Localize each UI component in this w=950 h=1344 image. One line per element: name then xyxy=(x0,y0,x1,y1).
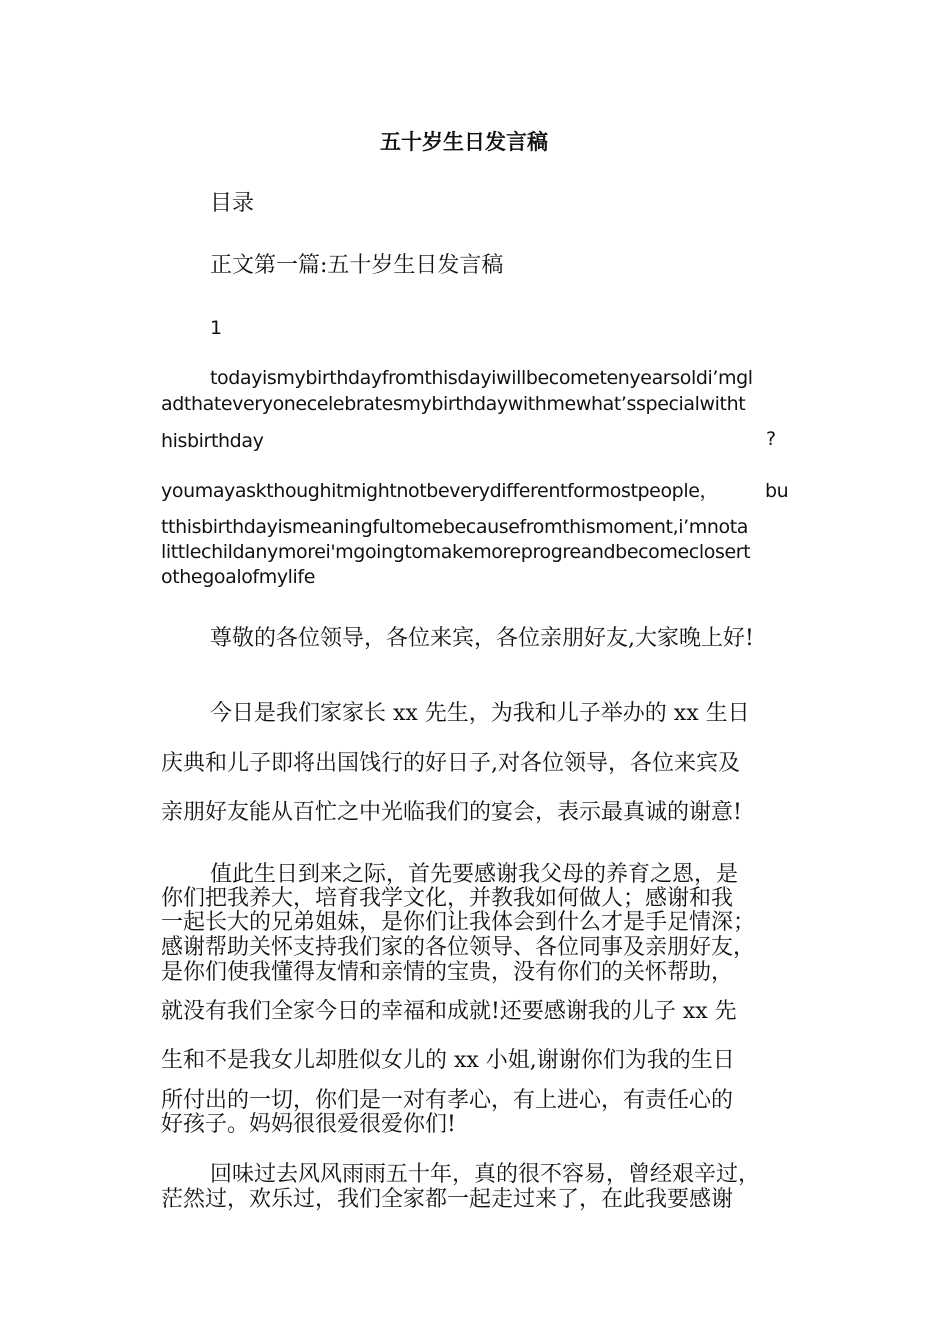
para2-line-3: 一起长大的兄弟姐妹，是你们让我体会到什么才是手足情深； xyxy=(161,910,756,935)
para1-line-1: 今日是我们家家长 xx 先生，为我和儿子举办的 xx 生日 xyxy=(210,701,750,726)
para1-line-2: 庆典和儿子即将出国饯行的好日子,对各位领导，各位来宾及 xyxy=(161,751,740,776)
toc-label: 目录 xyxy=(210,191,255,216)
english-line-1: todayismybirthdayfromthisdayiwillbecometenyearsoldi’mgl xyxy=(210,367,753,389)
para2-line-6: 就没有我们全家今日的幸福和成就!还要感谢我的儿子 xx 先 xyxy=(161,999,737,1024)
english-line-4: youmayaskthoughitmightnotbeverydifferentformostpeople， xyxy=(161,480,719,502)
english-line-7: othegoalofmylife xyxy=(161,566,316,588)
english-line-3-mark: ? xyxy=(766,428,776,450)
para2-line-8: 所付出的一切，你们是一对有孝心，有上进心，有责任心的 xyxy=(161,1088,734,1113)
para2-line-5: 是你们使我懂得友情和亲情的宝贵，没有你们的关怀帮助， xyxy=(161,960,734,985)
para2-line-4: 感谢帮助关怀支持我们家的各位领导、各位同事及亲朋好友， xyxy=(161,935,756,960)
para2-line-1: 值此生日到来之际，首先要感谢我父母的养育之恩，是 xyxy=(210,862,739,887)
toc-entry: 正文第一篇:五十岁生日发言稿 xyxy=(210,253,504,278)
document-title: 五十岁生日发言稿 xyxy=(380,129,548,154)
para3-line-2: 茫然过，欢乐过，我们全家都一起走过来了，在此我要感谢 xyxy=(161,1187,734,1212)
page-number: 1 xyxy=(210,317,222,339)
para1-line-3: 亲朋好友能从百忙之中光临我们的宴会，表示最真诚的谢意! xyxy=(161,800,742,825)
english-line-6: littlechildanymorei'mgoingtomakemoreprogreandbecomeclosert xyxy=(161,541,751,563)
para2-line-9: 好孩子。妈妈很很爱很爱你们! xyxy=(161,1112,456,1137)
para2-line-7: 生和不是我女儿却胜似女儿的 xx 小姐,谢谢你们为我的生日 xyxy=(161,1048,735,1073)
english-line-4-end: bu xyxy=(765,480,789,502)
english-line-2: adthateveryonecelebratesmybirthdaywithmewhat’sspecialwitht xyxy=(161,393,746,415)
english-line-5: tthisbirthdayismeaningfultomebecausefromthismoment,i’mnota xyxy=(161,516,749,538)
greeting: 尊敬的各位领导，各位来宾，各位亲朋好友,大家晚上好! xyxy=(210,626,754,651)
para2-line-2: 你们把我养大，培育我学文化，并教我如何做人；感谢和我 xyxy=(161,886,734,911)
english-line-3: hisbirthday xyxy=(161,430,264,452)
para3-line-1: 回味过去风风雨雨五十年，真的很不容易，曾经艰辛过， xyxy=(210,1162,761,1187)
